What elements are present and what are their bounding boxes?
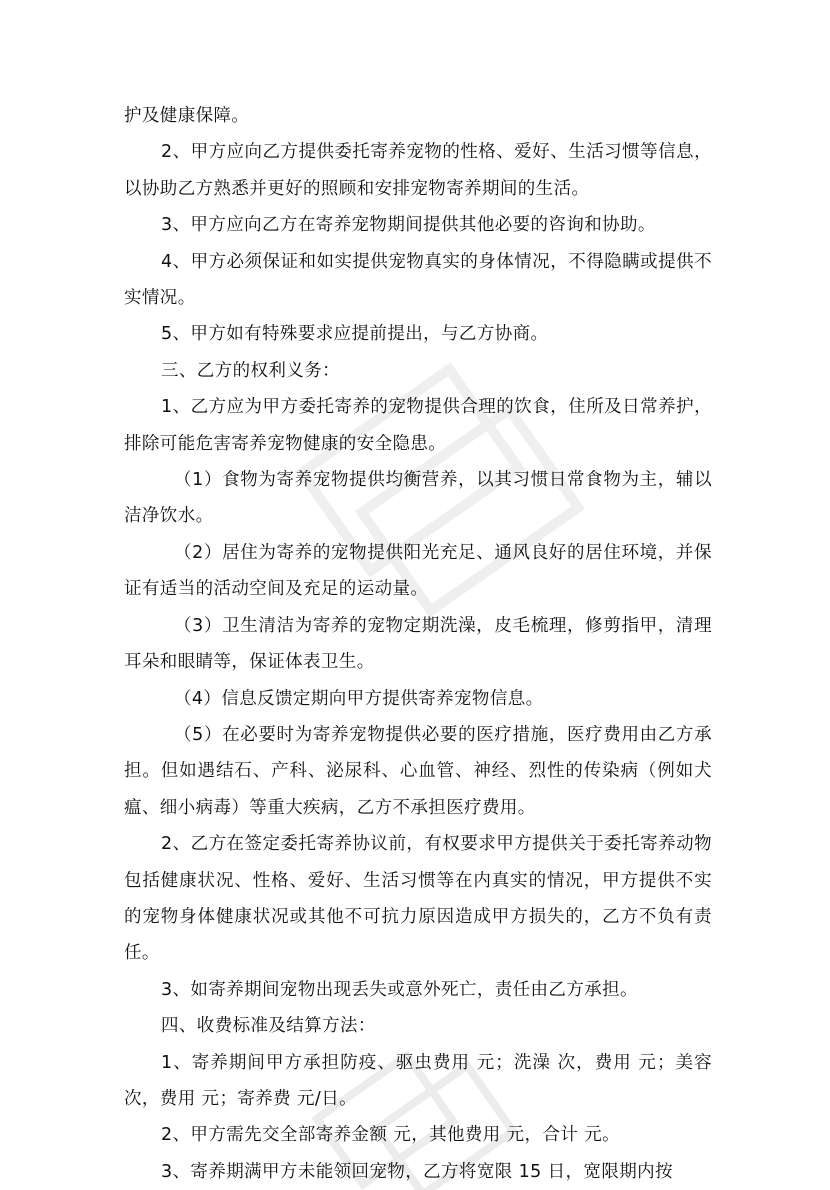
paragraph-party-b-subclause-5: （5）在必要时为寄养宠物提供必要的医疗措施，医疗费用由乙方承担。但如遇结石、产科、泌尿科、心血管、神经、烈性的传染病（例如犬瘟、细小病毒）等重大疾病，乙方不承担医疗费用。 xyxy=(124,724,712,818)
paragraph-party-b-subclause-1: （1）食物为寄养宠物提供均衡营养，以其习惯日常食物为主，辅以洁净饮水。 xyxy=(124,470,712,527)
paragraph-fees-clause-1: 1、寄养期间甲方承担防疫、驱虫费用 元；洗澡 次，费用 元；美容 次，费用 元；寄养费 元/日。 xyxy=(124,1052,718,1109)
paragraph-health-continuation: 护及健康保障。 xyxy=(124,106,250,126)
document-body xyxy=(124,98,718,1190)
paragraph-party-a-clause-2: 2、甲方应向乙方提供委托寄养宠物的性格、爱好、生活习惯等信息，以协助乙方熟悉并更好的照顾和安排宠物寄养期间的生活。 xyxy=(124,142,712,199)
paragraph-party-a-clause-5: 5、甲方如有特殊要求应提前提出，与乙方协商。 xyxy=(161,324,549,345)
paragraph-party-b-clause-1: 1、乙方应为甲方委托寄养的宠物提供合理的饮食，住所及日常养护，排除可能危害寄养宠物健康的安全隐患。 xyxy=(124,397,712,454)
paragraph-party-b-subclause-2: （2）居住为寄养的宠物提供阳光充足、通风良好的居住环境，并保证有适当的活动空间及充足的运动量。 xyxy=(124,542,712,600)
paragraph-party-b-subclause-4: （4）信息反馈定期向甲方提供寄养宠物信息。 xyxy=(174,688,544,709)
paragraph-party-a-clause-4: 4、甲方必须保证和如实提供宠物真实的身体情况，不得隐瞒或提供不实情况。 xyxy=(124,251,712,309)
paragraph-party-b-clause-3: 3、如寄养期间宠物出现丢失或意外死亡，责任由乙方承担。 xyxy=(161,979,638,1000)
section-heading-fees: 四、收费标准及结算方法： xyxy=(161,1016,376,1037)
paragraph-party-b-subclause-3: （3）卫生清洁为寄养的宠物定期洗澡，皮毛梳理，修剪指甲，清理耳朵和眼睛等，保证体表卫生。 xyxy=(124,615,712,673)
paragraph-party-b-clause-2: 2、乙方在签定委托寄养协议前，有权要求甲方提供关于委托寄养动物包括健康状况、性格、爱好、生活习惯等在内真实的情况，甲方提供不实的宠物身体健康状况或其他不可抗力原因造成甲方损失的，乙方不负有责任。 xyxy=(124,834,712,964)
paragraph-fees-clause-2: 2、甲方需先交全部寄养金额 元，其他费用 元，合计 元。 xyxy=(161,1125,621,1146)
paragraph-party-a-clause-3: 3、甲方应向乙方在寄养宠物期间提供其他必要的咨询和协助。 xyxy=(161,215,656,236)
section-heading-party-b-rights: 三、乙方的权利义务： xyxy=(161,360,340,381)
paragraph-fees-clause-3: 3、寄养期满甲方未能领回宠物，乙方将宽限 15 日，宽限期内按 xyxy=(161,1161,673,1182)
